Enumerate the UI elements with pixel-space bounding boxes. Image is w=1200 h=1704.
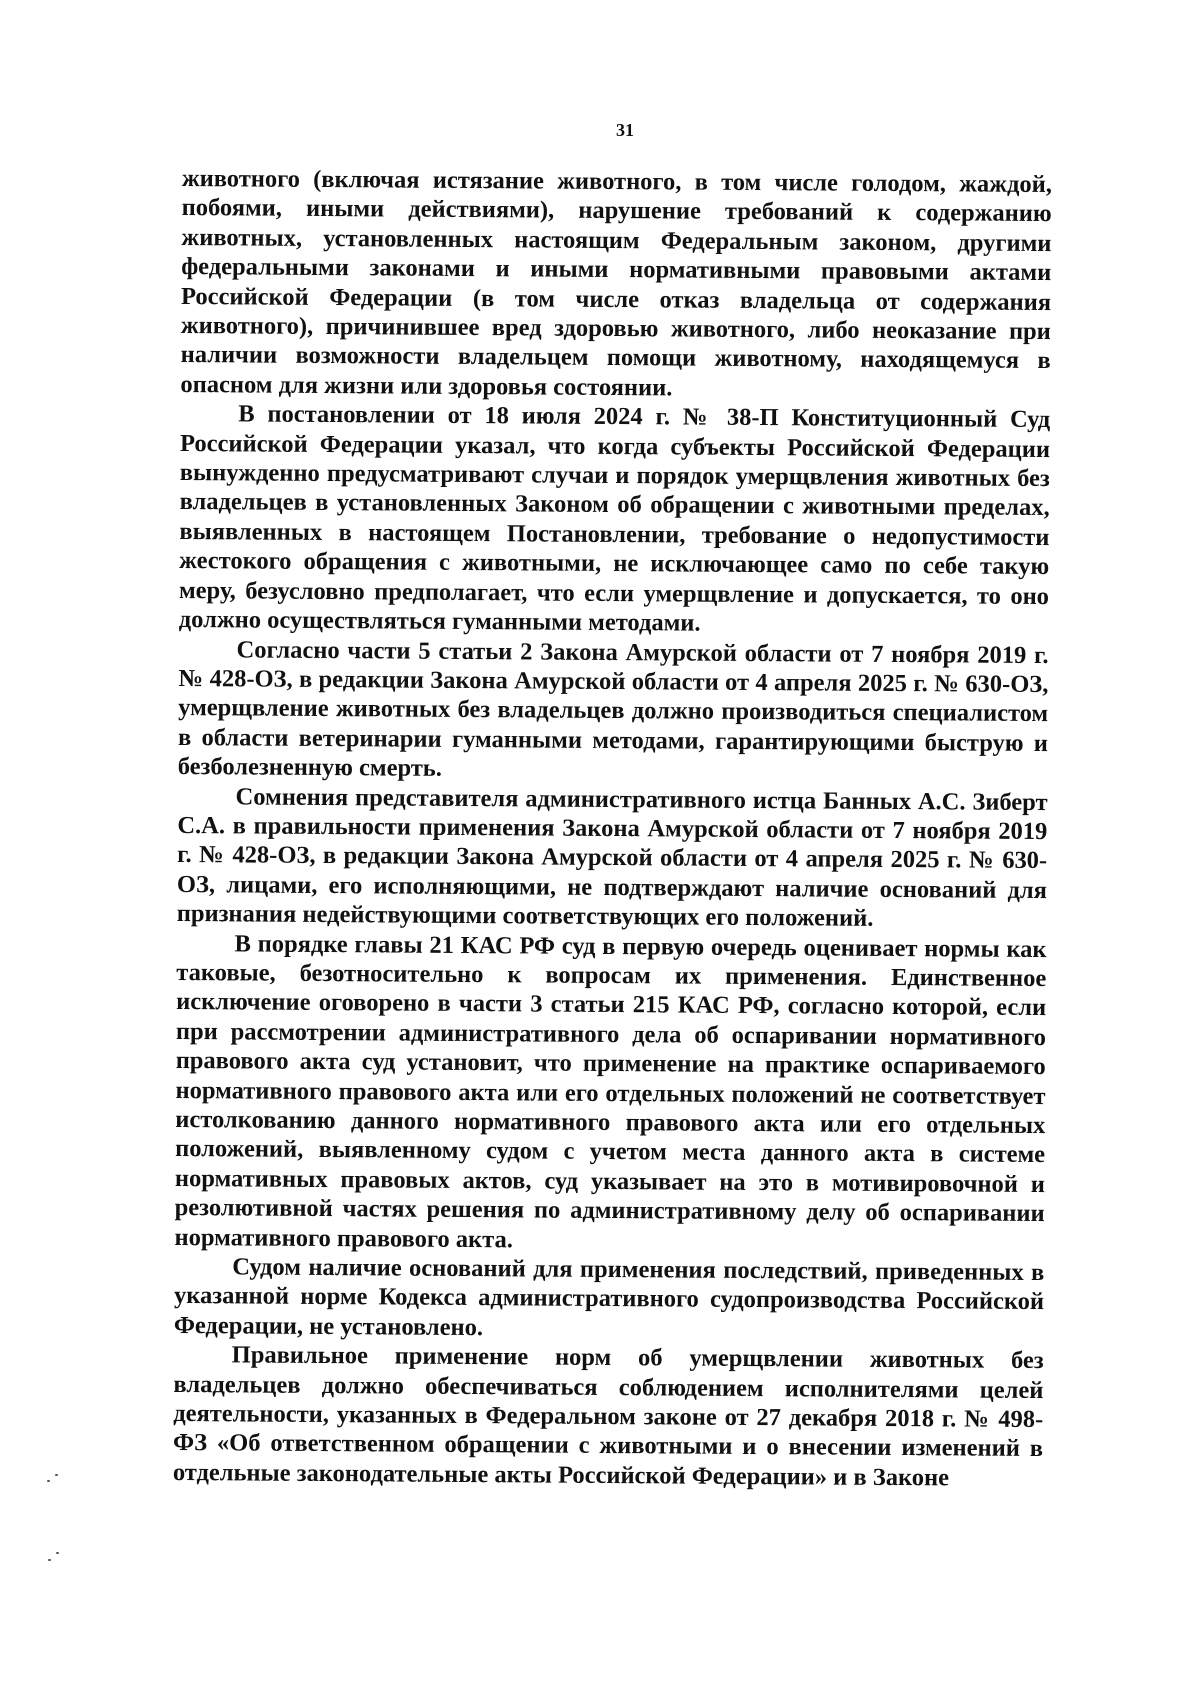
- paragraph-proper-application: Правильное применение норм об умерщвлении животных без владельцев должно обеспечиваться соблюдением исполнителями целей деятельности, указанных в Федеральном законе от 27 декабря 2018 г. № 498-ФЗ «Об ответственном обращении с животными и о внесении изменений в отдельные законодательные акты Российской Федерации» и в Законе: [172, 1341, 1044, 1492]
- paragraph-doubts-of-representative: Сомнения представителя административного истца Банных А.С. Зиберт С.А. в правильности применения Закона Амурской области от 7 ноября 2019 г. № 428-ОЗ, в редакции Закона Амурской области от 4 апреля 2025 г. № 630-ОЗ, лицами, его исполняющими, не подтверждают наличие оснований для признания недействующими соответствующих его положений.: [176, 782, 1048, 933]
- scan-speck: [55, 1474, 58, 1476]
- scan-speck: [48, 1559, 51, 1561]
- body-text: [173, 164, 1052, 1493]
- scan-speck: [47, 1480, 50, 1482]
- paragraph-constitutional-court: В постановлении от 18 июля 2024 г. № 38-П Конституционный Суд Российской Федерации указал, что когда субъекты Российской Федерации вынужденно предусматривают случаи и порядок умерщвления животных без владельцев в установленных Законом об обращении с животными пределах, выявленных в настоящем Постановлении, требование о недопустимости жестокого обращения с животными, не исключающее само по себе такую меру, безусловно предполагает, что если умерщвление и допускается, то оно должно осуществляться гуманными методами.: [178, 400, 1051, 637]
- paragraph-amur-law-part5: Согласно части 5 статьи 2 Закона Амурской области от 7 ноября 2019 г. № 428-ОЗ, в редакции Закона Амурской области от 4 апреля 2025 г. № 630-ОЗ, умерщвление животных без владельцев должно производиться специалистом в области ветеринарии гуманными методами, гарантирующими быструю и безболезненную смерть.: [177, 635, 1049, 782]
- scan-speck: [56, 1552, 59, 1554]
- page-number: 31: [616, 120, 634, 140]
- paragraph-court-finding: Судом наличие оснований для применения последствий, приведенных в указанной норме Кодекса административного судопроизводства Российской Федерации, не установлено.: [173, 1253, 1045, 1341]
- paragraph-continuation: животного (включая истязание животного, в том числе голодом, жаждой, побоями, иными действиями), нарушение требований к содержанию животных, установленных настоящим Федеральным законом, другими федеральными законами и иными нормативными правовыми актами Российской Федерации (в том числе отказ владельца от содержания животного), причинившее вред здоровью животного, либо неоказание при наличии возможности владельцем помощи животному, находящемуся в опасном для жизни или здоровья состоянии.: [180, 164, 1052, 402]
- paragraph-chapter-21-kas: В порядке главы 21 КАС РФ суд в первую очередь оценивает нормы как таковые, безотносительно к вопросам их применения. Единственное исключение оговорено в части 3 статьи 215 КАС РФ, согласно которой, если при рассмотрении административного дела об оспаривании нормативного правового акта суд установит, что применение на практике оспариваемого нормативного правового акта или его отдельных положений не соответствует истолкованию данного нормативного правового акта или его отдельных положений, выявленному судом с учетом места данного акта в системе нормативных правовых актов, суд указывает на это в мотивировочной и резолютивной частях решения по административному делу об оспаривании нормативного правового акта.: [174, 929, 1047, 1253]
